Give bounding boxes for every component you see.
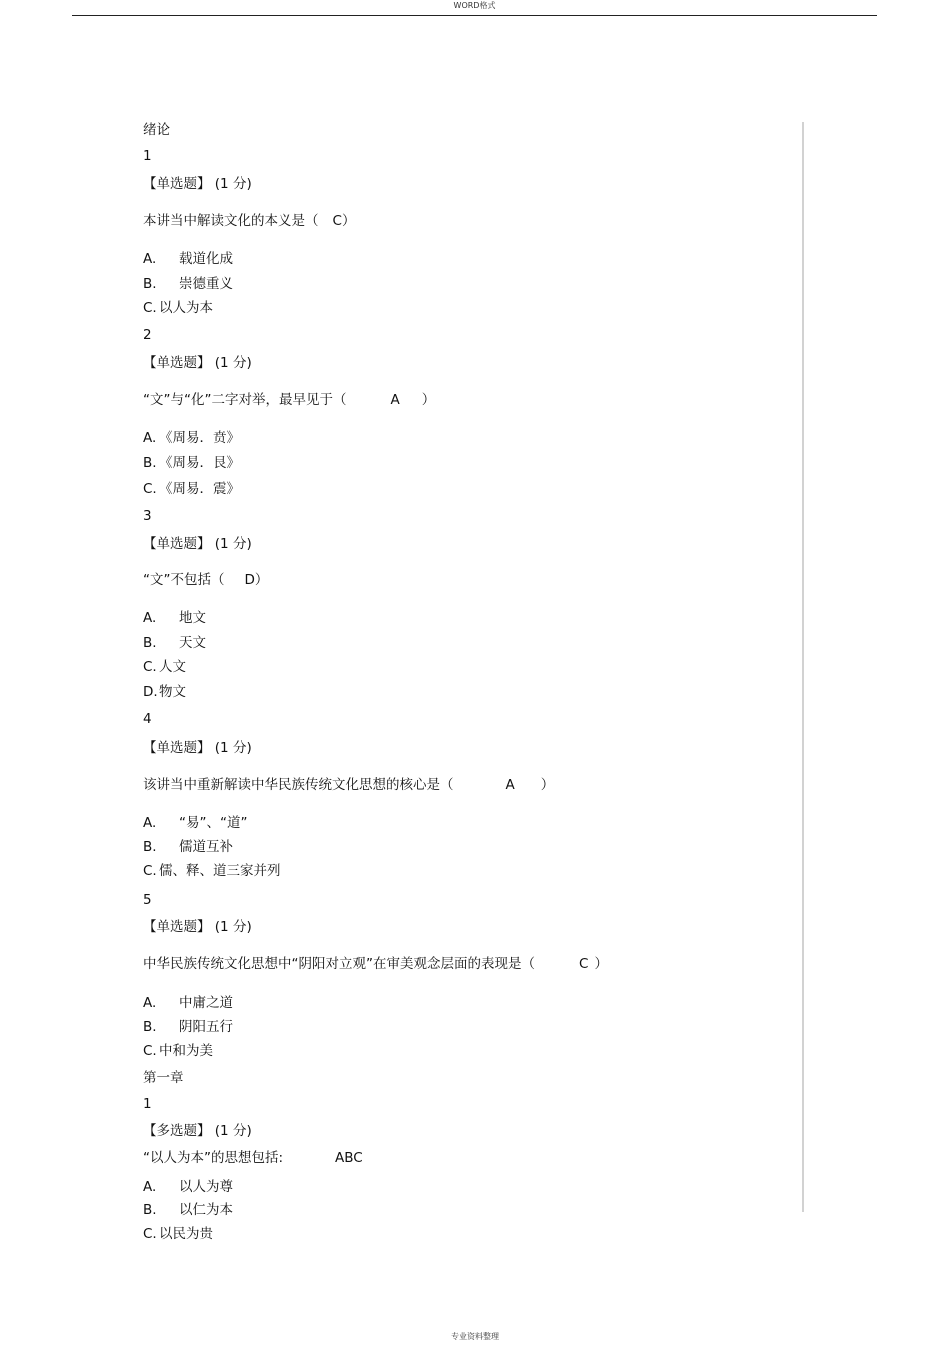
option xyxy=(143,299,213,317)
option-label: B. xyxy=(143,635,157,651)
option-text: 中和为美 xyxy=(159,1043,213,1059)
answer-letter: D xyxy=(244,572,255,588)
option-label: B. xyxy=(143,276,157,292)
answer-letter: C xyxy=(579,956,589,972)
answer-letter: C xyxy=(332,213,342,229)
question-type: 【单选题】 (1 分) xyxy=(143,919,252,935)
option-label: C. xyxy=(143,300,157,316)
option-text: 以民为贵 xyxy=(159,1226,213,1242)
stem-text: 该讲当中重新解读中华民族传统文化思想的核心是（ xyxy=(143,777,454,793)
option xyxy=(143,429,240,447)
option-text: 中庸之道 xyxy=(179,995,233,1011)
option-text: 《周易．震》 xyxy=(159,481,240,497)
option-label: C. xyxy=(143,1043,157,1059)
option-label: D. xyxy=(143,684,158,700)
question-type: 【单选题】 (1 分) xyxy=(143,176,252,192)
option-text: “易”、“道” xyxy=(179,815,248,831)
option-text: 物文 xyxy=(159,684,186,700)
option xyxy=(143,1201,233,1219)
question-stem xyxy=(143,776,554,794)
question-stem xyxy=(143,955,608,973)
option xyxy=(143,658,186,676)
option-text: 儒、释、道三家并列 xyxy=(159,863,281,879)
section-title: 第一章 xyxy=(143,1070,184,1086)
option-text: 天文 xyxy=(179,635,206,651)
option xyxy=(143,994,233,1012)
option-label: A. xyxy=(143,430,157,446)
option xyxy=(143,1042,213,1060)
option-label: A. xyxy=(143,1179,157,1195)
option xyxy=(143,838,233,856)
option xyxy=(143,814,247,832)
header-text: WORD格式 xyxy=(453,1,496,10)
stem-close: ） xyxy=(421,392,436,408)
question-number: 5 xyxy=(143,892,152,908)
question-number: 4 xyxy=(143,711,152,727)
page-header xyxy=(72,0,877,16)
option-label: C. xyxy=(143,863,157,879)
option-label: C. xyxy=(143,481,157,497)
option xyxy=(143,275,233,293)
question-type: 【多选题】 (1 分) xyxy=(143,1123,252,1139)
option xyxy=(143,609,206,627)
stem-close: ） xyxy=(254,572,269,588)
option-label: C. xyxy=(143,1226,157,1242)
option-text: 儒道互补 xyxy=(179,839,233,855)
question-type: 【单选题】 (1 分) xyxy=(143,355,252,371)
option-text: 以仁为本 xyxy=(179,1202,233,1218)
option-text: 载道化成 xyxy=(179,251,233,267)
option xyxy=(143,480,240,498)
stem-close: ） xyxy=(594,956,608,972)
answer-letter: A xyxy=(505,777,515,793)
answer-letter: A xyxy=(390,392,400,408)
option-text: 《周易．贲》 xyxy=(159,430,240,446)
option-label: A. xyxy=(143,251,157,267)
option xyxy=(143,634,206,652)
option-label: B. xyxy=(143,1019,157,1035)
option xyxy=(143,683,186,701)
answer-letter: ABC xyxy=(335,1150,363,1166)
option-label: C. xyxy=(143,659,157,675)
question-number: 1 xyxy=(143,148,152,164)
option-label: B. xyxy=(143,1202,157,1218)
stem-text: 中华民族传统文化思想中“阴阳对立观”在审美观念层面的表现是（ xyxy=(143,956,535,972)
stem-text: 本讲当中解读文化的本义是（ xyxy=(143,213,319,229)
option-label: B. xyxy=(143,839,157,855)
option-label: A. xyxy=(143,610,157,626)
question-stem xyxy=(143,1149,363,1167)
question-stem xyxy=(143,391,435,409)
question-type: 【单选题】 (1 分) xyxy=(143,740,252,756)
question-number: 3 xyxy=(143,508,152,524)
right-margin-rule xyxy=(802,122,804,1212)
question-stem xyxy=(143,571,268,589)
option-label: B. xyxy=(143,455,157,471)
option xyxy=(143,454,240,472)
option-text: 以人为本 xyxy=(159,300,213,316)
option xyxy=(143,1225,213,1243)
section-title: 绪论 xyxy=(143,122,170,138)
option-text: 地文 xyxy=(179,610,206,626)
option-text: 《周易．艮》 xyxy=(159,455,240,471)
option-label: A. xyxy=(143,815,157,831)
option-label: A. xyxy=(143,995,157,1011)
stem-text: “文”与“化”二字对举，最早见于（ xyxy=(143,392,347,408)
option xyxy=(143,862,281,880)
option xyxy=(143,1178,233,1196)
option xyxy=(143,250,233,268)
question-type: 【单选题】 (1 分) xyxy=(143,536,252,552)
stem-text: “以人为本”的思想包括: xyxy=(143,1150,284,1166)
option-text: 崇德重义 xyxy=(179,276,233,292)
question-number: 1 xyxy=(143,1096,152,1112)
page-footer: 专业资料整理 xyxy=(451,1332,499,1341)
stem-close: ） xyxy=(540,777,555,793)
option-text: 阴阳五行 xyxy=(179,1019,233,1035)
stem-text: “文”不包括（ xyxy=(143,572,225,588)
option-text: 以人为尊 xyxy=(179,1179,233,1195)
option xyxy=(143,1018,233,1036)
question-stem xyxy=(143,212,355,230)
stem-close: ） xyxy=(341,213,356,229)
option-text: 人文 xyxy=(159,659,186,675)
question-number: 2 xyxy=(143,327,152,343)
